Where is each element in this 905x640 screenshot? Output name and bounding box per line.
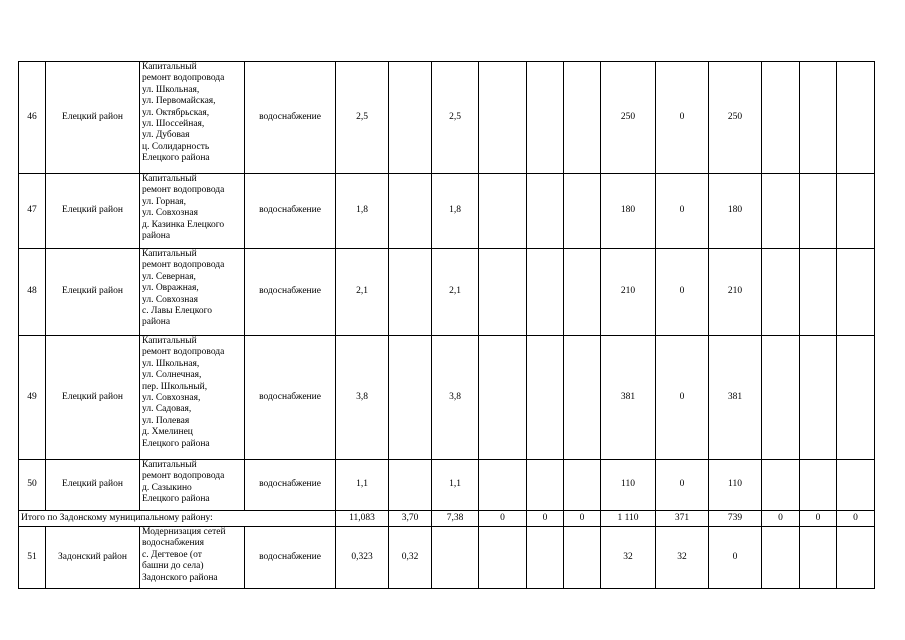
table-row bbox=[19, 527, 875, 589]
value-cell bbox=[389, 249, 432, 336]
total-value: 3,70 bbox=[389, 511, 432, 527]
value-cell: 381 bbox=[709, 336, 762, 460]
value-cell bbox=[762, 62, 800, 174]
value-cell bbox=[837, 249, 875, 336]
value-cell: 3,8 bbox=[336, 336, 389, 460]
value-cell: 0 bbox=[656, 174, 709, 249]
value-cell bbox=[800, 62, 837, 174]
row-number: 49 bbox=[19, 336, 46, 460]
type-cell: водоснабжение bbox=[245, 527, 336, 589]
value-cell bbox=[564, 336, 601, 460]
value-cell bbox=[527, 174, 564, 249]
value-cell: 381 bbox=[601, 336, 656, 460]
value-cell: 2,1 bbox=[432, 249, 479, 336]
value-cell: 0 bbox=[656, 249, 709, 336]
value-cell bbox=[762, 460, 800, 511]
value-cell: 0 bbox=[709, 527, 762, 589]
value-cell: 0 bbox=[656, 336, 709, 460]
value-cell bbox=[564, 174, 601, 249]
value-cell bbox=[837, 62, 875, 174]
row-number: 51 bbox=[19, 527, 46, 589]
district-cell: Задонский район bbox=[46, 527, 140, 589]
value-cell: 1,8 bbox=[432, 174, 479, 249]
district-cell: Елецкий район bbox=[46, 174, 140, 249]
value-cell bbox=[837, 460, 875, 511]
value-cell: 180 bbox=[709, 174, 762, 249]
value-cell bbox=[564, 460, 601, 511]
program-table bbox=[18, 61, 875, 589]
value-cell bbox=[762, 527, 800, 589]
value-cell bbox=[800, 460, 837, 511]
value-cell: 110 bbox=[709, 460, 762, 511]
type-cell: водоснабжение bbox=[245, 336, 336, 460]
value-cell: 250 bbox=[709, 62, 762, 174]
row-number: 48 bbox=[19, 249, 46, 336]
total-value: 0 bbox=[800, 511, 837, 527]
value-cell: 0 bbox=[656, 460, 709, 511]
value-cell: 210 bbox=[709, 249, 762, 336]
value-cell: 0,323 bbox=[336, 527, 389, 589]
value-cell bbox=[762, 336, 800, 460]
value-cell: 250 bbox=[601, 62, 656, 174]
value-cell: 3,8 bbox=[432, 336, 479, 460]
value-cell bbox=[800, 249, 837, 336]
value-cell bbox=[564, 62, 601, 174]
value-cell bbox=[762, 174, 800, 249]
table-row bbox=[19, 174, 875, 249]
value-cell bbox=[389, 460, 432, 511]
value-cell: 32 bbox=[656, 527, 709, 589]
type-cell: водоснабжение bbox=[245, 174, 336, 249]
value-cell: 2,1 bbox=[336, 249, 389, 336]
total-label: Итого по Задонскому муниципальному району: bbox=[19, 511, 336, 527]
description-cell: Модернизация сетей водоснабжения с. Дегтевое (от башни до села) Задонского района bbox=[140, 527, 245, 589]
total-row bbox=[19, 511, 875, 527]
table-row bbox=[19, 336, 875, 460]
description-cell: Капитальный ремонт водопровода ул. Северная, ул. Овражная, ул. Совхозная с. Лавы Елецкого района bbox=[140, 249, 245, 336]
value-cell bbox=[564, 527, 601, 589]
value-cell bbox=[837, 336, 875, 460]
value-cell: 32 bbox=[601, 527, 656, 589]
total-value: 371 bbox=[656, 511, 709, 527]
row-number: 47 bbox=[19, 174, 46, 249]
value-cell: 2,5 bbox=[336, 62, 389, 174]
value-cell bbox=[800, 336, 837, 460]
value-cell bbox=[389, 336, 432, 460]
description-cell: Капитальный ремонт водопровода ул. Горная, ул. Совхозная д. Казинка Елецкого района bbox=[140, 174, 245, 249]
table-row bbox=[19, 460, 875, 511]
value-cell: 1,8 bbox=[336, 174, 389, 249]
type-cell: водоснабжение bbox=[245, 460, 336, 511]
value-cell: 110 bbox=[601, 460, 656, 511]
value-cell bbox=[389, 174, 432, 249]
total-value: 739 bbox=[709, 511, 762, 527]
value-cell bbox=[479, 62, 527, 174]
table-row bbox=[19, 62, 875, 174]
value-cell bbox=[800, 527, 837, 589]
row-number: 50 bbox=[19, 460, 46, 511]
value-cell bbox=[762, 249, 800, 336]
total-value: 0 bbox=[479, 511, 527, 527]
type-cell: водоснабжение bbox=[245, 62, 336, 174]
total-value: 7,38 bbox=[432, 511, 479, 527]
value-cell: 2,5 bbox=[432, 62, 479, 174]
value-cell bbox=[479, 460, 527, 511]
value-cell: 210 bbox=[601, 249, 656, 336]
value-cell bbox=[479, 336, 527, 460]
district-cell: Елецкий район bbox=[46, 62, 140, 174]
value-cell bbox=[564, 249, 601, 336]
total-value: 0 bbox=[837, 511, 875, 527]
value-cell bbox=[527, 62, 564, 174]
value-cell bbox=[527, 336, 564, 460]
value-cell bbox=[837, 527, 875, 589]
value-cell bbox=[432, 527, 479, 589]
value-cell: 0 bbox=[656, 62, 709, 174]
district-cell: Елецкий район bbox=[46, 249, 140, 336]
total-value: 0 bbox=[527, 511, 564, 527]
table-row bbox=[19, 249, 875, 336]
value-cell: 180 bbox=[601, 174, 656, 249]
value-cell bbox=[479, 249, 527, 336]
value-cell bbox=[479, 174, 527, 249]
value-cell bbox=[389, 62, 432, 174]
district-cell: Елецкий район bbox=[46, 336, 140, 460]
value-cell: 1,1 bbox=[336, 460, 389, 511]
row-number: 46 bbox=[19, 62, 46, 174]
type-cell: водоснабжение bbox=[245, 249, 336, 336]
description-cell: Капитальный ремонт водопровода ул. Школьная, ул. Солнечная, пер. Школьный, ул. Совхозная, ул. Садовая, ул. Полевая д. Хмелинец Елецкого района bbox=[140, 336, 245, 460]
value-cell bbox=[837, 174, 875, 249]
description-cell: Капитальный ремонт водопровода ул. Школьная, ул. Первомайская, ул. Октябрьская, ул. Шоссейная, ул. Дубовая ц. Солидарность Елецкого района bbox=[140, 62, 245, 174]
total-value: 0 bbox=[762, 511, 800, 527]
value-cell: 0,32 bbox=[389, 527, 432, 589]
description-cell: Капитальный ремонт водопровода д. Сазыкино Елецкого района bbox=[140, 460, 245, 511]
value-cell bbox=[527, 249, 564, 336]
total-value: 11,083 bbox=[336, 511, 389, 527]
total-value: 1 110 bbox=[601, 511, 656, 527]
value-cell bbox=[527, 460, 564, 511]
value-cell bbox=[800, 174, 837, 249]
total-value: 0 bbox=[564, 511, 601, 527]
district-cell: Елецкий район bbox=[46, 460, 140, 511]
value-cell: 1,1 bbox=[432, 460, 479, 511]
value-cell bbox=[527, 527, 564, 589]
value-cell bbox=[479, 527, 527, 589]
